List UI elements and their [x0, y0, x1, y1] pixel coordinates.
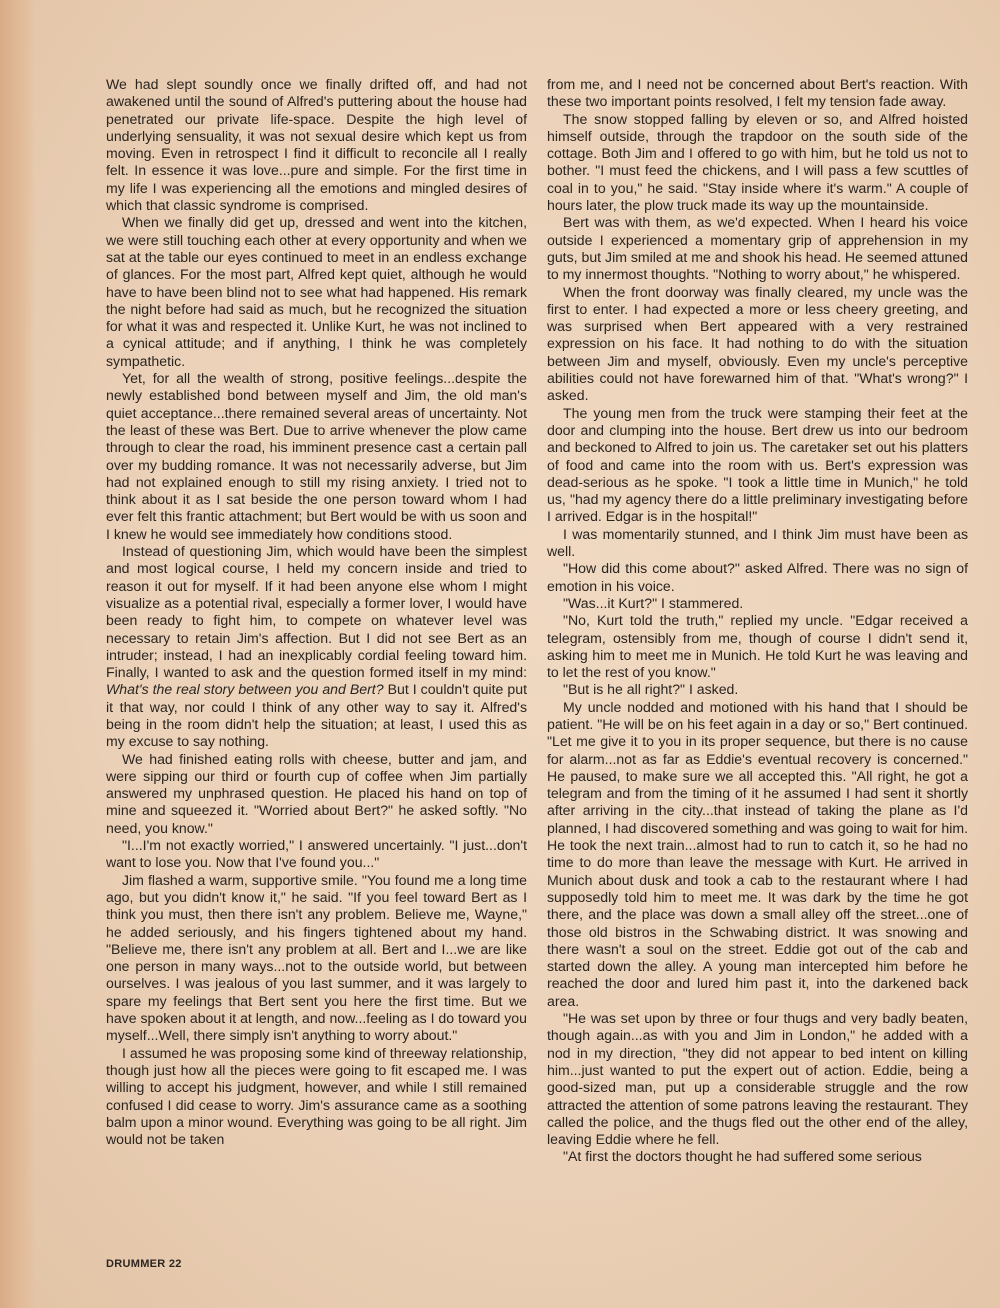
italic-question: What's the real story between you and Bert?: [106, 681, 384, 698]
paragraph: We had slept soundly once we finally drifted off, and had not awakened until the sound of Alfred's puttering about the house had penetrated our private life-space. Despite the high level of underlying sensuality, it was not sexual desire which kept us from moving. Even in retrospect I find it difficult to reconcile all I really felt. In essence it was love...pure and simple. For the first time in my life I was experiencing all the emotions and mingled desires of which that classic syndrome is comprised.: [106, 76, 527, 214]
paragraph: We had finished eating rolls with cheese, butter and jam, and were sipping our third or fourth cup of coffee when Jim partially answered my unphrased question. He placed his hand on top of mine and squeezed it. "Worried about Bert?" he asked softly. "No need, you know.": [106, 750, 527, 836]
paragraph: My uncle nodded and motioned with his hand that I should be patient. "He will be on his feet again in a day or so," Bert continued. "Let me give it to you in its proper sequence, but there is no cause for alarm...not as far as Eddie's eventual recovery is concerned." He paused, to make sure we all accepted this. "All right, he got a telegram and from the timing of it he assumed I had sent it shortly after arriving in the city...that instead of taking the plane as I'd planned, I had discovered something and was going to wait for him. He took the next train...almost had to run to catch it, so he had no time to do more than leave the message with Kurt. He arrived in Munich about dusk and took a cab to the restaurant where I had supposedly told him to meet me. It was dark by the time he got there, and the place was down a small alley off the street...one of those old bistros in the Schwabing district. It was snowing and there wasn't a soul on the street. Eddie got out of the cab and started down the alley. A young man intercepted him before he reached the door and lured him past it, into the darkened back area.: [547, 698, 968, 1009]
paragraph: "He was set upon by three or four thugs and very badly beaten, though again...as with you and Jim in London," he added with a nod in my direction, "they did not appear to bed intent on killing him...just wanted to put the expert out of action. Eddie, being a good-sized man, put up a considerable struggle and the row attracted the attention of some patrons leaving the restaurant. They called the police, and the thugs fled out the other end of the alley, leaving Eddie where he fell.: [547, 1010, 968, 1148]
paragraph: The young men from the truck were stamping their feet at the door and clumping into the house. Bert drew us into our bedroom and beckoned to Alfred to join us. The caretaker set out his platters of food and came into the room with us. Bert's expression was dead-serious as he spoke. "I took a little time in Munich," he told us, "had my agency there do a little preliminary investigating before I arrived. Edgar is in the hospital!": [547, 404, 968, 525]
paragraph: [106, 543, 527, 751]
paragraph: "No, Kurt told the truth," replied my uncle. "Edgar received a telegram, ostensibly from me, though of course I didn't send it, asking him to meet me in Munich. He told Kurt he was leaving and to let the rest of you know.": [547, 612, 968, 681]
paragraph: "How did this come about?" asked Alfred. There was no sign of emotion in his voice.: [547, 560, 968, 594]
paragraph: "But is he all right?" I asked.: [563, 681, 739, 698]
paragraph: The snow stopped falling by eleven or so, and Alfred hoisted himself outside, through the trapdoor on the south side of the cottage. Both Jim and I offered to go with him, but he told us not to bother. "I must feed the chickens, and I will pass a few scuttles of coal in to you," he said. "Stay inside where it's warm." A couple of hours later, the plow truck made its way up the mountainside.: [547, 110, 968, 214]
paragraph-text: Instead of questioning Jim, which would have been the simplest and most logical course, I held my concern inside and tried to reason it out for myself. If it had been anyone else whom I might visualize as a potential rival, especially a former lover, I would have been ready to fight him, to compete on whatever level was necessary to retain Jim's affection. But I did not see Bert as an intruder; instead, I had an inexplicably cordial feeling toward him. Finally, I wanted to ask and the question formed itself in my mind:: [106, 543, 527, 681]
paragraph: "I...I'm not exactly worried," I answered uncertainly. "I just...don't want to lose you. Now that I've found you...": [106, 837, 527, 871]
text-column-right: [547, 76, 968, 1166]
paragraph: I was momentarily stunned, and I think Jim must have been as well.: [547, 525, 968, 560]
page-footer: DRUMMER 22: [106, 1258, 182, 1270]
paragraph: When we finally did get up, dressed and went into the kitchen, we were still touching each other at every opportunity and when we sat at the table our eyes continued to meet in an endless exchange of glances. For the most part, Alfred kept quiet, although he would have to have been blind not to see what had happened. His remark the night before had said as much, but he recognized the situation for what it was and respected it. Unlike Kurt, he was not inclined to a cynical attitude; and if anything, I think he was completely sympathetic.: [106, 214, 527, 369]
page-edge-shadow: [0, 0, 36, 1308]
text-column-left: [106, 76, 527, 1148]
paragraph: "Was...it Kurt?" I stammered.: [563, 594, 744, 611]
paragraph: Bert was with them, as we'd expected. When I heard his voice outside I experienced a momentary grip of apprehension in my guts, but Jim smiled at me and shook his head. He seemed attuned to my innermost thoughts. "Nothing to worry about," he whispered.: [547, 214, 968, 283]
paragraph: I assumed he was proposing some kind of threeway relationship, though just how all the pieces were going to fit escaped me. I was willing to accept his judgment, however, and while I still remained confused I did cease to worry. Jim's assurance came as a soothing balm upon a minor wound. Everything was going to be all right. Jim would not be taken: [106, 1044, 527, 1148]
paragraph: from me, and I need not be concerned about Bert's reaction. With these two important points resolved, I felt my tension fade away.: [547, 76, 968, 110]
paragraph: When the front doorway was finally cleared, my uncle was the first to enter. I had expected a more or less cheery greeting, and was surprised when Bert appeared with a very restrained expression on his face. It had nothing to do with the situation between Jim and myself, obviously. Even my uncle's perceptive abilities could not have forewarned him of that. "What's wrong?" I asked.: [547, 283, 968, 404]
paragraph: "At first the doctors thought he had suffered some serious: [563, 1148, 922, 1165]
paragraph-text: But I couldn't quite put it that way, nor could I think of any other way to say it. Alfred's being in the room didn't help the situation; at least, I used this as my excuse to say nothing.: [106, 681, 527, 750]
paragraph: Yet, for all the wealth of strong, positive feelings...despite the newly established bond between myself and Jim, the old man's quiet acceptance...there remained several areas of uncertainty. Not the least of these was Bert. Due to arrive whenever the plow came through to clear the road, his imminent presence cast a certain pall over my budding romance. It was not necessarily adverse, but Jim had not explained enough to still my rising anxiety. I tried not to think about it as I sat beside the one person toward whom I had ever felt this frantic attachment; but Bert would be with us soon and I knew he would see immediately how conditions stood.: [106, 370, 527, 542]
paragraph: Jim flashed a warm, supportive smile. "You found me a long time ago, but you didn't know it," he said. "If you feel toward Bert as I think you must, then there isn't any problem. Believe me, Wayne," he added seriously, and his fingers tightened about my hand. "Believe me, there isn't any problem at all. Bert and I...we are like one person in many ways...not to the outside world, but between ourselves. I was jealous of you last summer, and it was largely to spare my feelings that Bert sent you here the first time. But we have spoken about it at length, and now...feeling as I do toward you myself...Well, there simply isn't anything to worry about.": [106, 871, 527, 1044]
